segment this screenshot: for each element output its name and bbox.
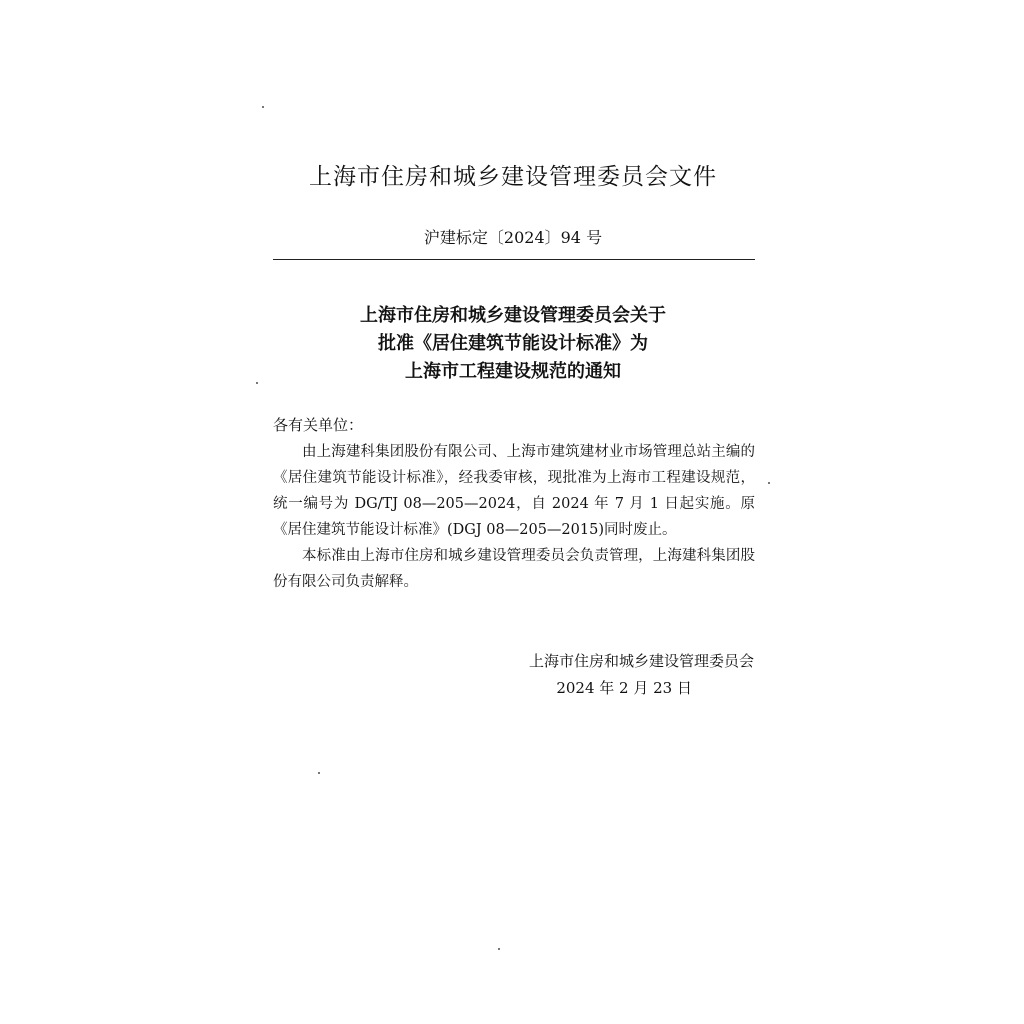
body-text (273, 439, 755, 595)
body-paragraph: 本标准由上海市住房和城乡建设管理委员会负责管理，上海建科集团股份有限公司负责解释。 (273, 548, 755, 590)
scan-speck (318, 772, 320, 774)
notice-title-line: 上海市工程建设规范的通知 (405, 361, 621, 382)
signature-org: 上海市住房和城乡建设管理委员会 (528, 652, 754, 670)
document-header-title: 上海市住房和城乡建设管理委员会文件 (309, 164, 717, 190)
scan-speck (768, 482, 770, 484)
scan-speck (256, 382, 258, 384)
header-divider (273, 259, 755, 260)
scan-speck (262, 106, 264, 108)
salutation: 各有关单位： (273, 416, 364, 434)
notice-title-line: 批准《居住建筑节能设计标准》为 (378, 333, 648, 354)
body-paragraph: 由上海建科集团股份有限公司、上海市建筑建材业市场管理总站主编的《居住建筑节能设计标准》，经我委审核，现批准为上海市工程建设规范，统一编号为 DG/TJ 08—205—2024，自 2024 年 7 月 1 日起实施。原《居住建筑节能设计标准》(DGJ 08—205—2015)同时废止。 (273, 444, 755, 538)
scan-speck (498, 948, 500, 950)
signature-block (529, 648, 754, 702)
signature-date: 2024 年 2 月 23 日 (556, 679, 692, 697)
notice-title (272, 302, 754, 386)
notice-title-line: 上海市住房和城乡建设管理委员会关于 (360, 305, 666, 326)
document-number: 沪建标定〔2024〕94 号 (423, 228, 603, 247)
